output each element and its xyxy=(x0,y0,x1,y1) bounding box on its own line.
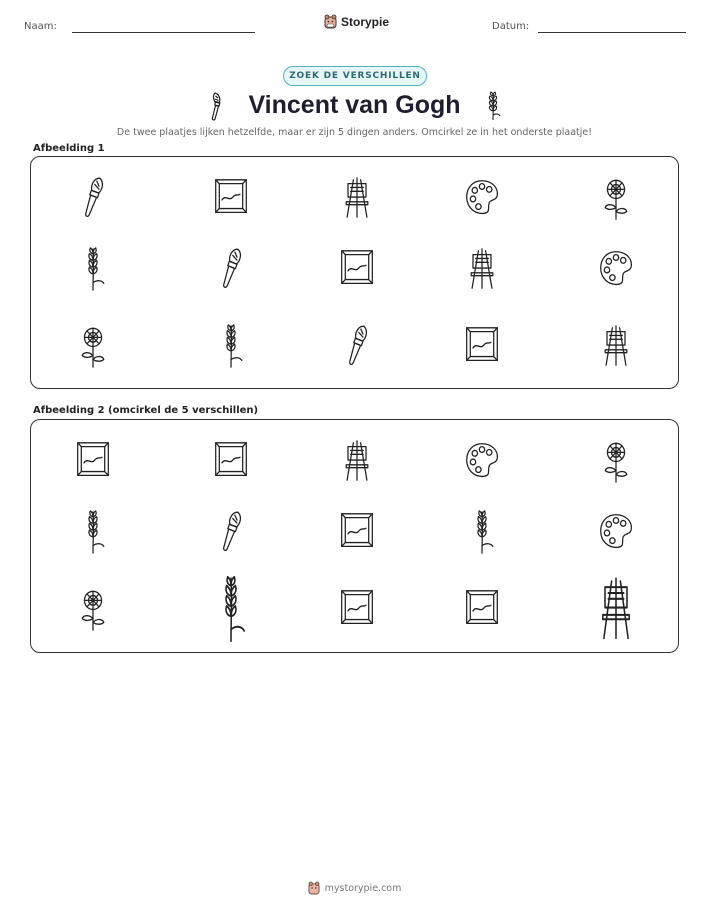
footer-site[interactable]: mystorypie.com xyxy=(324,882,402,894)
picture-2-cell-r2-c4[interactable] xyxy=(464,509,500,555)
paintbrush-icon xyxy=(213,246,249,292)
easel-icon xyxy=(464,246,500,292)
palette-icon xyxy=(464,175,500,221)
brand-name: Storypie xyxy=(341,14,390,29)
picture-1-cell-r2-c3[interactable] xyxy=(339,246,375,292)
wheat-icon xyxy=(482,90,504,122)
painting-frame-icon xyxy=(213,438,249,484)
wheat-icon xyxy=(213,323,249,369)
storypie-mascot-icon xyxy=(308,881,320,895)
picture-1-cell-r2-c5[interactable] xyxy=(598,246,634,292)
storypie-mascot-icon xyxy=(324,14,337,29)
picture-1-cell-r1-c5[interactable] xyxy=(598,175,634,221)
picture-1-cell-r3-c3[interactable] xyxy=(339,323,375,369)
picture-2-cell-r1-c3[interactable] xyxy=(339,438,375,484)
wheat-icon xyxy=(464,509,500,555)
picture-2-cell-r2-c5[interactable] xyxy=(598,509,634,555)
easel-icon xyxy=(339,438,375,484)
sunflower-icon xyxy=(598,438,634,484)
picture-2-cell-r2-c2[interactable] xyxy=(213,509,249,555)
wheat-icon xyxy=(75,246,111,292)
picture-1-cell-r1-c2[interactable] xyxy=(213,175,249,221)
picture-2-panel[interactable] xyxy=(30,419,679,653)
picture-1-cell-r2-c2[interactable] xyxy=(213,246,249,292)
painting-frame-icon xyxy=(464,586,500,632)
picture-1-cell-r3-c5[interactable] xyxy=(598,323,634,369)
picture-2-cell-r1-c4[interactable] xyxy=(464,438,500,484)
brand-logo xyxy=(324,14,389,29)
picture-2-label: Afbeelding 2 (omcirkel de 5 verschillen) xyxy=(33,405,259,416)
picture-2-cell-r2-c1[interactable] xyxy=(75,509,111,555)
picture-1-cell-r1-c3[interactable] xyxy=(339,175,375,221)
footer xyxy=(0,881,709,895)
picture-2-cell-r1-c5[interactable] xyxy=(598,438,634,484)
painting-frame-icon xyxy=(213,175,249,221)
painting-frame-icon xyxy=(339,586,375,632)
name-line[interactable] xyxy=(72,32,255,33)
painting-frame-icon xyxy=(339,246,375,292)
picture-1-cell-r2-c4[interactable] xyxy=(464,246,500,292)
picture-2-cell-r3-c5[interactable] xyxy=(594,574,638,644)
easel-icon xyxy=(598,323,634,369)
picture-2-cell-r2-c3[interactable] xyxy=(339,509,375,555)
picture-2-cell-r3-c4[interactable] xyxy=(464,586,500,632)
easel-icon xyxy=(594,574,638,644)
picture-1-cell-r1-c1[interactable] xyxy=(75,175,111,221)
name-label: Naam: xyxy=(24,21,57,32)
palette-icon xyxy=(464,438,500,484)
picture-2-cell-r3-c3[interactable] xyxy=(339,586,375,632)
painting-frame-icon xyxy=(464,323,500,369)
picture-2-cell-r1-c2[interactable] xyxy=(213,438,249,484)
painting-frame-icon xyxy=(75,438,111,484)
activity-badge: ZOEK DE VERSCHILLEN xyxy=(283,66,427,86)
instructions: De twee plaatjes lijken hetzelfde, maar er zijn 5 dingen anders. Omcirkel ze in het onderste plaatje! xyxy=(116,127,593,138)
date-label: Datum: xyxy=(492,21,530,32)
paintbrush-icon xyxy=(339,323,375,369)
picture-1-panel xyxy=(30,156,679,389)
date-line[interactable] xyxy=(538,32,686,33)
page-title: Vincent van Gogh xyxy=(248,91,461,119)
palette-icon xyxy=(598,246,634,292)
sunflower-icon xyxy=(75,586,111,632)
picture-1-cell-r3-c1[interactable] xyxy=(75,323,111,369)
sunflower-icon xyxy=(75,323,111,369)
picture-1-cell-r3-c2[interactable] xyxy=(213,323,249,369)
wheat-icon xyxy=(75,509,111,555)
picture-2-cell-r3-c1[interactable] xyxy=(75,586,111,632)
picture-1-label: Afbeelding 1 xyxy=(33,143,105,154)
picture-2-cell-r1-c1[interactable] xyxy=(75,438,111,484)
picture-1-cell-r1-c4[interactable] xyxy=(464,175,500,221)
palette-icon xyxy=(598,509,634,555)
picture-2-cell-r3-c2[interactable] xyxy=(209,574,253,644)
easel-icon xyxy=(339,175,375,221)
picture-1-cell-r3-c4[interactable] xyxy=(464,323,500,369)
wheat-icon xyxy=(209,574,253,644)
sunflower-icon xyxy=(598,175,634,221)
paintbrush-icon xyxy=(213,509,249,555)
painting-frame-icon xyxy=(339,509,375,555)
paintbrush-icon xyxy=(75,175,111,221)
picture-1-cell-r2-c1[interactable] xyxy=(75,246,111,292)
